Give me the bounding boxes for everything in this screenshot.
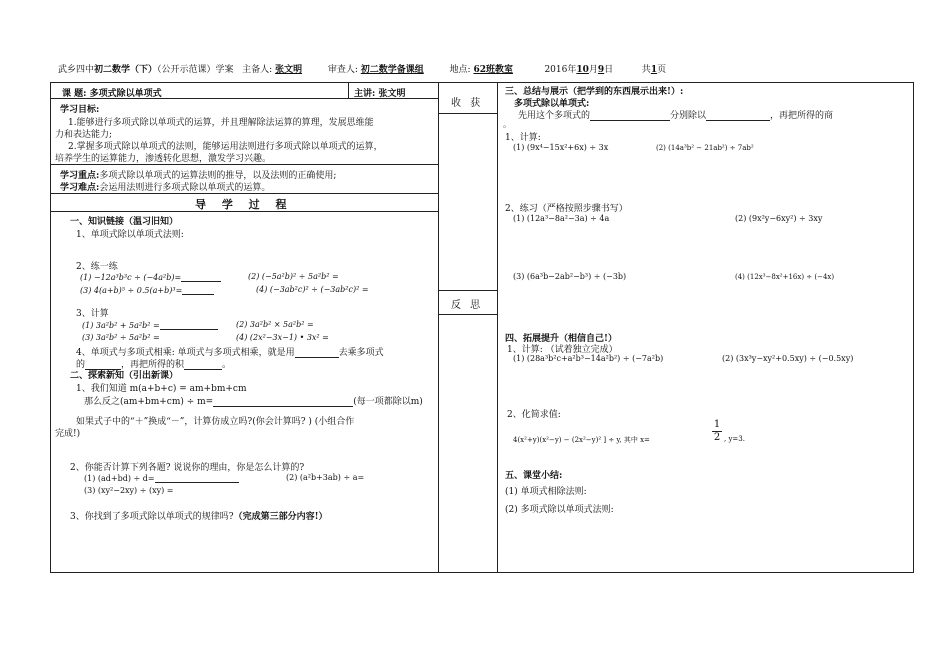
section-5-title: 五、课堂小结:	[505, 471, 563, 481]
lecturer: 主讲: 张文明	[354, 89, 406, 99]
preparer-label: 主备人:	[242, 65, 273, 75]
location-label: 地点:	[449, 65, 471, 75]
exercise-1-text: (1) −12a³b³c ÷ (−4a²b)=	[80, 273, 182, 282]
rule-sentence-end: 。	[503, 120, 511, 129]
column-divider-2	[497, 82, 498, 573]
new-knowledge-3-text: 3、你找到了多项式除以单项式的规律吗?	[70, 512, 234, 522]
answer-blank[interactable]	[181, 272, 221, 282]
exercise-3	[80, 285, 214, 295]
summary-2: (2) 多项式除以单项式法则:	[505, 505, 614, 515]
harvest-divider-top	[438, 113, 498, 114]
new-knowledge-3-note: （完成第三部分内容!）	[233, 512, 328, 522]
reflect-label: 反 思	[451, 300, 484, 311]
row-line-3	[50, 193, 438, 194]
date-day: 9	[597, 65, 605, 75]
pages-pre: 共	[641, 65, 651, 75]
section-1-title: 一、知识链接（温习旧知）	[70, 217, 179, 227]
fraction-numerator: 1	[713, 419, 721, 430]
extension-1: 1、计算: （试着独立完成）	[507, 345, 618, 355]
new-knowledge-2-1-text: (1) (ad+bd) ÷ d=	[84, 474, 155, 483]
lesson-type: （公开示范课）学案	[157, 65, 234, 75]
row-line-2	[50, 164, 438, 165]
right-calc-1: (1) (9x⁴−15x²+6x) ÷ 3x	[513, 143, 609, 152]
rule-sentence-a: 先用这个多项式的	[518, 111, 591, 121]
rule-title: 多项式除以单项式:	[514, 99, 590, 109]
section-1-q3: 3、计算	[76, 309, 109, 319]
section-3-title: 三、总结与展示（把学到的东西展示出来!）:	[505, 87, 684, 97]
goal-1-line-2: 力和表达能力;	[55, 130, 113, 140]
practice-4: (4) (12x³−8x²+16x) ÷ (−4x)	[735, 273, 835, 281]
table-border-bottom	[50, 572, 914, 573]
exercise-2	[248, 272, 339, 281]
answer-blank[interactable]	[590, 111, 670, 121]
answer-blank[interactable]	[155, 473, 239, 483]
key-point-label: 学习重点:	[60, 171, 100, 181]
new-knowledge-1c: 如果式子中的“＋”换成“－”，计算仿成立吗?(你会计算吗? ) (小组合作	[76, 417, 355, 427]
extension-1-2: (2) (3x³y−xy²+0.5xy) ÷ (−0.5xy)	[722, 354, 854, 363]
rule-line-1-tail: 去乘多项式	[338, 348, 384, 358]
calc-1-text: (1) 3a²b² + 5a²b² =	[82, 321, 160, 330]
extension-2: 2、化简求值:	[507, 410, 561, 420]
right-calc-2: (2) (14a³b² − 21ab²) ÷ 7ab²	[656, 144, 754, 152]
difficult-point-label: 学习难点:	[60, 183, 100, 193]
exercise-4	[256, 285, 369, 294]
difficult-point	[60, 180, 270, 193]
new-knowledge-1: 1、我们知道 m(a+b+c) = am+bm+cm	[76, 384, 247, 394]
calc-2-text: (2) 3a²b² × 5a²b² =	[236, 320, 314, 329]
new-knowledge-2-1	[84, 473, 239, 483]
subject: 初二数学（下）	[94, 65, 158, 75]
day-unit: 日	[604, 65, 614, 75]
extension-1-1: (1) (28a³b²c+a²b³−14a²b²) ÷ (−7a²b)	[513, 354, 664, 363]
goal-2-line-1: 2.掌握多项式除以单项式的法则，能够运用法则进行多项式除以单项式的运算，	[68, 142, 383, 152]
harvest-divider-bottom	[438, 290, 498, 291]
practice-3: (3) (6a³b−2ab²−b³) ÷ (−3b)	[513, 272, 627, 281]
rule-sentence-c: ，再把所得的商	[770, 111, 834, 121]
goals-title: 学习目标:	[60, 105, 100, 115]
extension-2-expression: 4(x²+y)(x²−y) − (2x²−y)² ] ÷ y, 其中 x=	[513, 436, 650, 444]
date-month: 10	[576, 65, 589, 75]
new-knowledge-2: 2、你能否计算下列各题? 说说你的理由，你是怎么计算的?	[70, 463, 305, 473]
new-knowledge-2-2: (2) (a²b+3ab) ÷ a=	[286, 473, 365, 482]
difficult-point-text: 会运用法则进行多项式除以单项式的运算。	[99, 183, 271, 193]
summary-1: (1) 单项式相除法则:	[505, 487, 587, 497]
new-knowledge-1d: 完成!)	[55, 429, 81, 439]
rule-line-2-mid: ，再把所得的积	[121, 360, 185, 370]
reflect-divider	[438, 314, 498, 315]
key-point-text: 多项式除以单项式的运算法则的推导，以及法则的正确使用;	[99, 171, 337, 181]
answer-blank[interactable]	[706, 111, 770, 121]
date-year: 2016年	[544, 65, 577, 75]
answer-blank[interactable]	[213, 397, 353, 407]
section-1-q1: 1、单项式除以单项式法则:	[76, 230, 184, 240]
practice-1: (1) (12a³−8a²−3a) ÷ 4a	[513, 214, 610, 223]
practice-title: 2、练习（严格按照步骤书写）	[505, 204, 628, 214]
new-knowledge-3	[70, 509, 328, 522]
table-border-right	[913, 82, 914, 573]
reviewer-name: 初二数学备课组	[360, 65, 424, 75]
rule-line-1-text: 4、单项式与多项式相乘: 单项式与多项式相乘，就是用	[76, 348, 295, 358]
new-knowledge-1b	[84, 394, 423, 407]
practice-2: (2) (9x²y−6xy²) ÷ 3xy	[735, 214, 823, 223]
calc-4-text: (4) (2x²−3x−1) • 3x² =	[236, 333, 329, 342]
pages-post: 页	[657, 65, 667, 75]
rule-line-2-text: 的	[76, 360, 86, 370]
column-divider-1	[438, 82, 439, 573]
new-knowledge-1b-note: (每一项都除以m)	[353, 397, 423, 407]
lesson-topic: 课 题: 多项式除以单项式	[62, 89, 162, 99]
month-unit: 月	[588, 65, 598, 75]
page-count: 1	[650, 65, 658, 75]
calc-4	[236, 333, 329, 342]
calc-title: 1、计算:	[505, 133, 541, 143]
exercise-3-text: (3) 4(a+b)⁵ ÷ 0.5(a+b)³=	[80, 286, 183, 295]
school-name: 武乡四中	[58, 65, 95, 75]
calc-3-text: (3) 3a²b² ÷ 5a²b² =	[82, 333, 160, 342]
guide-title: 导 学 过 程	[195, 198, 293, 211]
answer-blank[interactable]	[182, 285, 214, 295]
exercise-1	[80, 272, 221, 282]
section-1-q2: 2、练一练	[76, 262, 118, 272]
section-2-title: 二、探索新知（引出新课）	[70, 371, 179, 381]
table-border-left	[50, 82, 51, 573]
new-knowledge-1b-text: 那么反之(am+bm+cm) ÷ m=	[84, 397, 214, 407]
location: 62班教室	[473, 65, 513, 75]
table-border-top	[50, 82, 914, 83]
calc-2	[236, 320, 314, 329]
calc-3	[82, 333, 160, 342]
fraction-one-half	[712, 419, 722, 444]
goal-1-line-1: 1.能够进行多项式除以单项式的运算，并且理解除法运算的算理，发展思维能	[68, 118, 374, 128]
new-knowledge-2-3: (3) (xy²−2xy) ÷ (xy) =	[84, 486, 174, 495]
exercise-4-text: (4) (−3ab²c)² ÷ (−3ab²c)² =	[256, 285, 369, 294]
preparer-name: 张文明	[275, 65, 303, 75]
harvest-label: 收 获	[451, 98, 484, 109]
answer-blank[interactable]	[295, 348, 339, 358]
goal-2-line-2: 培养学生的运算能力，渗透转化思想，激发学习兴趣。	[55, 154, 272, 164]
answer-blank[interactable]	[160, 320, 218, 330]
rule-line-2-end: 。	[222, 360, 232, 370]
extension-2-tail: , y=3.	[724, 435, 745, 443]
section-4-title: 四、拓展提升（相信自己!）	[505, 334, 617, 344]
rule-sentence-b: 分别除以	[670, 111, 707, 121]
fraction-denominator: 2	[713, 432, 721, 443]
answer-blank[interactable]	[184, 360, 222, 370]
calc-1	[82, 320, 218, 330]
lecturer-divider	[348, 82, 349, 98]
header	[58, 62, 666, 75]
rule-sentence	[518, 108, 833, 121]
exercise-2-text: (2) (−5a²b)² ÷ 5a²b² =	[248, 272, 339, 281]
reviewer-label: 审查人:	[327, 65, 358, 75]
